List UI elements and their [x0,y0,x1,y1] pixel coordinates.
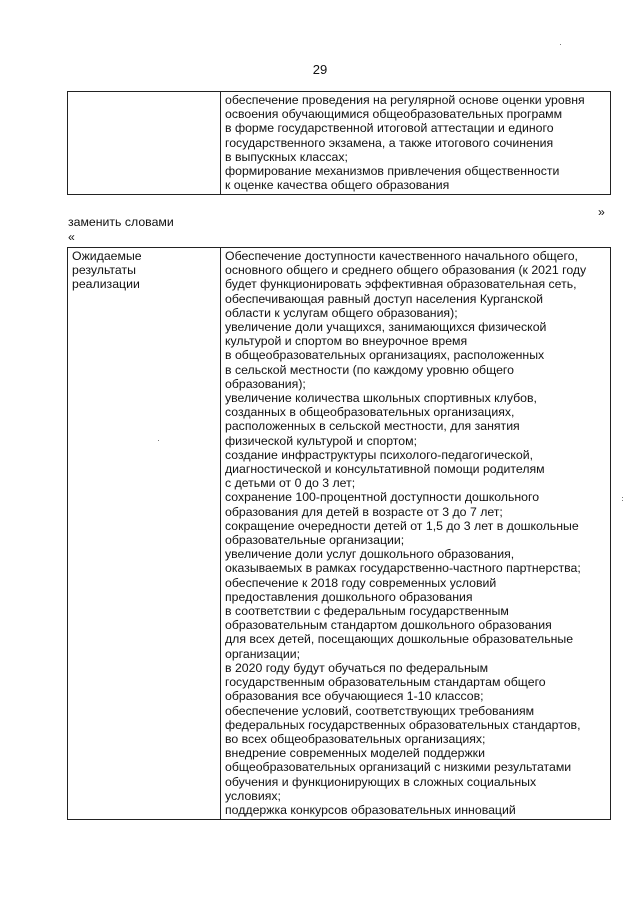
text-line: с детьми от 0 до 3 лет; [225,476,356,491]
text-line: условиях; [225,788,281,803]
text-line: образовательным стандартом дошкольного образования [225,618,552,633]
text-line: государственным образовательным стандартам общего [225,675,546,690]
text-line: культурой и спортом во внеурочное время [225,334,468,349]
text-line: увеличение доли учащихся, занимающихся физической [225,320,547,335]
replace-with-words-label: заменить словами [68,215,174,229]
text-line: в сельской местности (по каждому уровню общего [225,362,514,377]
text-line: обеспечение к 2018 году современных условий [225,575,497,590]
text-line: обеспечивающая равный доступ населения Курганской [225,291,544,306]
text-line: в форме государственной итоговой аттестации и единого [225,121,554,136]
previous-text-cell [221,92,611,195]
text-line: в выпускных классах; [225,149,348,164]
text-line: увеличение доли услуг дошкольного образования, [225,547,515,562]
text-line: основного общего и среднего общего образования (к 2021 году [225,263,587,278]
text-line: организации; [225,646,301,661]
text-line: образовательные организации; [225,533,405,548]
scan-speck [622,497,623,498]
previous-text-table [67,91,611,195]
text-line: Обеспечение доступности качественного начального общего, [225,249,578,263]
expected-results-table [67,247,611,820]
text-line: диагностической и консультативной помощи родителям [225,462,545,477]
text-line: будет функционировать эффективная образовательная сеть, [225,277,577,292]
text-line: в общеобразовательных организациях, расположенных [225,348,545,363]
text-line: внедрение современных моделей поддержки [225,746,485,761]
text-line: увеличение количества школьных спортивных клубов, [225,391,537,406]
text-line: сохранение 100-процентной доступности дошкольного [225,490,540,505]
text-line: созданных в общеобразовательных организациях, [225,405,515,420]
empty-label-cell [68,92,221,195]
text-line: обеспечение проведения на регулярной основе оценки уровня [225,93,585,107]
label-line: Ожидаемые [72,249,142,263]
text-line: общеобразовательных организаций с низкими результатами [225,760,572,775]
text-line: создание инфраструктуры психолого-педагогической, [225,447,534,462]
text-line: образования); [225,376,306,391]
text-line: предоставления дошкольного образования [225,589,473,604]
expected-results-label-cell [68,248,221,820]
text-line: во всех общеобразовательных организациях; [225,731,486,746]
text-line: обеспечение условий, соответствующих требованиям [225,703,535,718]
text-line: для всех детей, посещающих дошкольные образовательные [225,632,574,647]
text-line: федеральных государственных образовательных стандартов, [225,717,581,732]
text-line: области к услугам общего образования); [225,305,458,320]
text-line: обучения и функционирующих в сложных социальных [225,774,537,789]
text-line: к оценке качества общего образования [225,178,450,193]
page-number: 29 [312,62,328,77]
scan-speck [622,500,623,501]
text-line: образования для детей в возрасте от 3 до 7 лет; [225,504,503,519]
scan-speck [560,44,561,45]
text-line: сокращение очередности детей от 1,5 до 3 лет в дошкольные [225,518,579,533]
scan-speck [158,440,159,441]
text-line: поддержка конкурсов образовательных инноваций [225,802,516,817]
text-line: в соответствии с федеральным государственным [225,604,509,619]
text-line: в 2020 году будут обучаться по федеральным [225,660,489,675]
text-line: расположенных в сельской местности, для занятия [225,419,520,434]
label-line: реализации [72,277,140,292]
closing-quote: » [598,205,605,219]
text-line: государственного экзамена, а также итогового сочинения [225,135,554,150]
label-line: результаты [72,263,136,278]
expected-results-text-cell [221,248,611,820]
text-line: формирование механизмов привлечения общественности [225,164,560,179]
text-line: физической культурой и спортом; [225,433,417,448]
text-line: освоения обучающимися общеобразовательных программ [225,107,563,122]
text-line: оказываемых в рамках государственно-частного партнерства; [225,561,581,576]
text-line: образования все обучающиеся 1-10 классов; [225,689,484,704]
opening-quote: « [68,230,75,244]
